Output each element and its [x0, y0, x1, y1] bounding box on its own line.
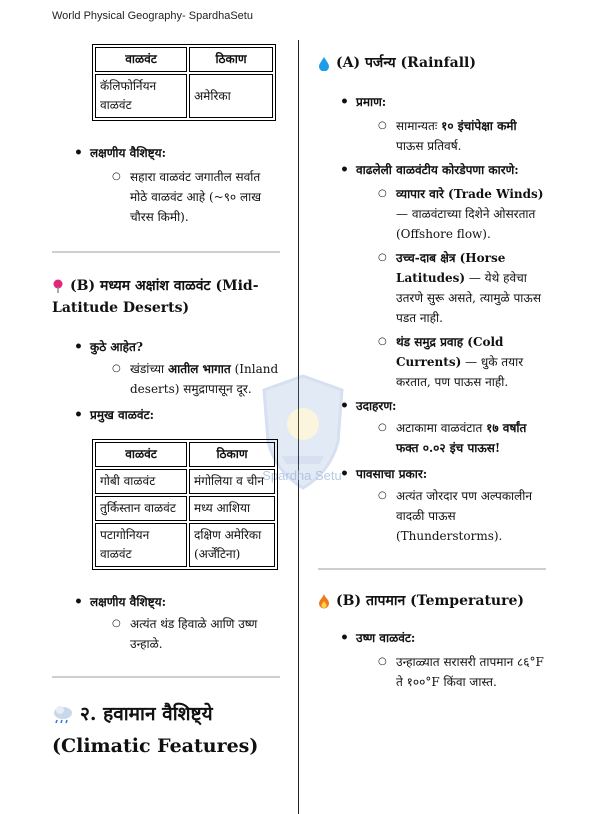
temperature-title: (B) तापमान (Temperature) [318, 590, 546, 612]
page-header: World Physical Geography- SpardhaSetu [52, 10, 253, 22]
desert-table-top [92, 44, 276, 121]
cloud-rain-icon [52, 705, 74, 725]
table-row: गोबी वाळवंट मंगोलिया व चीन [95, 469, 275, 494]
divider [318, 568, 546, 570]
table-row: पटागोनियन वाळवंट दक्षिण अमेरिका (अर्जेंटिना) [95, 523, 275, 567]
mid-latitude-desert-table [92, 439, 278, 570]
rain-type-label: • पावसाचा प्रकार: [318, 464, 546, 484]
section-2-subtitle: (Climatic Features) [52, 735, 259, 757]
table-header: वाळवंट [95, 47, 187, 72]
divider [52, 676, 280, 678]
hot-desert-label: • उष्ण वाळवंट: [318, 628, 546, 648]
feature-text: ○ सहारा वाळवंट जगातील सर्वात मोठे वाळवंट आहे (~९० लाख चौरस किमी). [52, 167, 280, 227]
rainfall-title: (A) पर्जन्य (Rainfall) [318, 52, 546, 74]
fire-icon [318, 593, 330, 609]
table-header: वाळवंट [95, 442, 187, 467]
main-deserts-label: • प्रमुख वाळवंट: [52, 405, 280, 425]
water-drop-icon [318, 56, 330, 71]
hot-desert-text: ○ उन्हाळ्यात सरासरी तापमान ८६°F ते १००°F किंवा जास्त. [318, 652, 546, 692]
cause-item: ○ थंड समुद्र प्रवाह (Cold Currents) — धुके तयार करतात, पण पाऊस नाही. [318, 332, 546, 392]
cause-item: ○ उच्च-दाब क्षेत्र (Horse Latitudes) — येथे हवेचा उतरणे सुरू असते, त्यामुळे पाऊस पडत नाही. [318, 248, 546, 328]
left-column [52, 44, 280, 762]
pin-icon [52, 279, 64, 293]
cause-label: • वाढलेली वाळवंटीय कोरडेपणा कारणे: [318, 160, 546, 180]
amount-label: • प्रमाण: [318, 92, 546, 112]
cause-item: ○ व्यापार वारे (Trade Winds) — वाळवंटाच्या दिशेने ओसरतात (Offshore flow). [318, 184, 546, 244]
table-row: कॅलिफोर्नियन वाळवंट अमेरिका [95, 74, 273, 118]
watermark-text: Spardha Setu [262, 468, 342, 483]
section-b-title: (B) मध्यम अक्षांश वाळवंट (Mid-Latitude Deserts) [52, 278, 259, 316]
rain-type-text: ○ अत्यंत जोरदार पण अल्पकालीन वादळी पाऊस (Thunderstorms). [318, 486, 546, 546]
table-header: ठिकाण [189, 442, 275, 467]
divider [52, 251, 280, 253]
feature-label: • लक्षणीय वैशिष्ट्य: [52, 143, 280, 163]
feature-label: • लक्षणीय वैशिष्ट्य: [52, 592, 280, 612]
where-text: ○ खंडांच्या आतील भागात (Inland deserts) समुद्रापासून दूर. [52, 359, 280, 399]
feature-text: ○ अत्यंत थंड हिवाळे आणि उष्ण उन्हाळे. [52, 614, 280, 654]
section-2-title: २. हवामान वैशिष्ट्ये [52, 698, 280, 730]
table-header: ठिकाण [189, 47, 273, 72]
where-label: • कुठे आहेत? [52, 337, 280, 357]
example-label: • उदाहरण: [318, 396, 546, 416]
right-column [318, 44, 546, 692]
example-text: ○ अटाकामा वाळवंटात १७ वर्षांत फक्त ०.०२ इंच पाऊस! [318, 418, 546, 458]
table-row: तुर्किस्तान वाळवंट मध्य आशिया [95, 496, 275, 521]
amount-text: ○ सामान्यतः १० इंचांपेक्षा कमी पाऊस प्रतिवर्ष. [318, 116, 546, 156]
